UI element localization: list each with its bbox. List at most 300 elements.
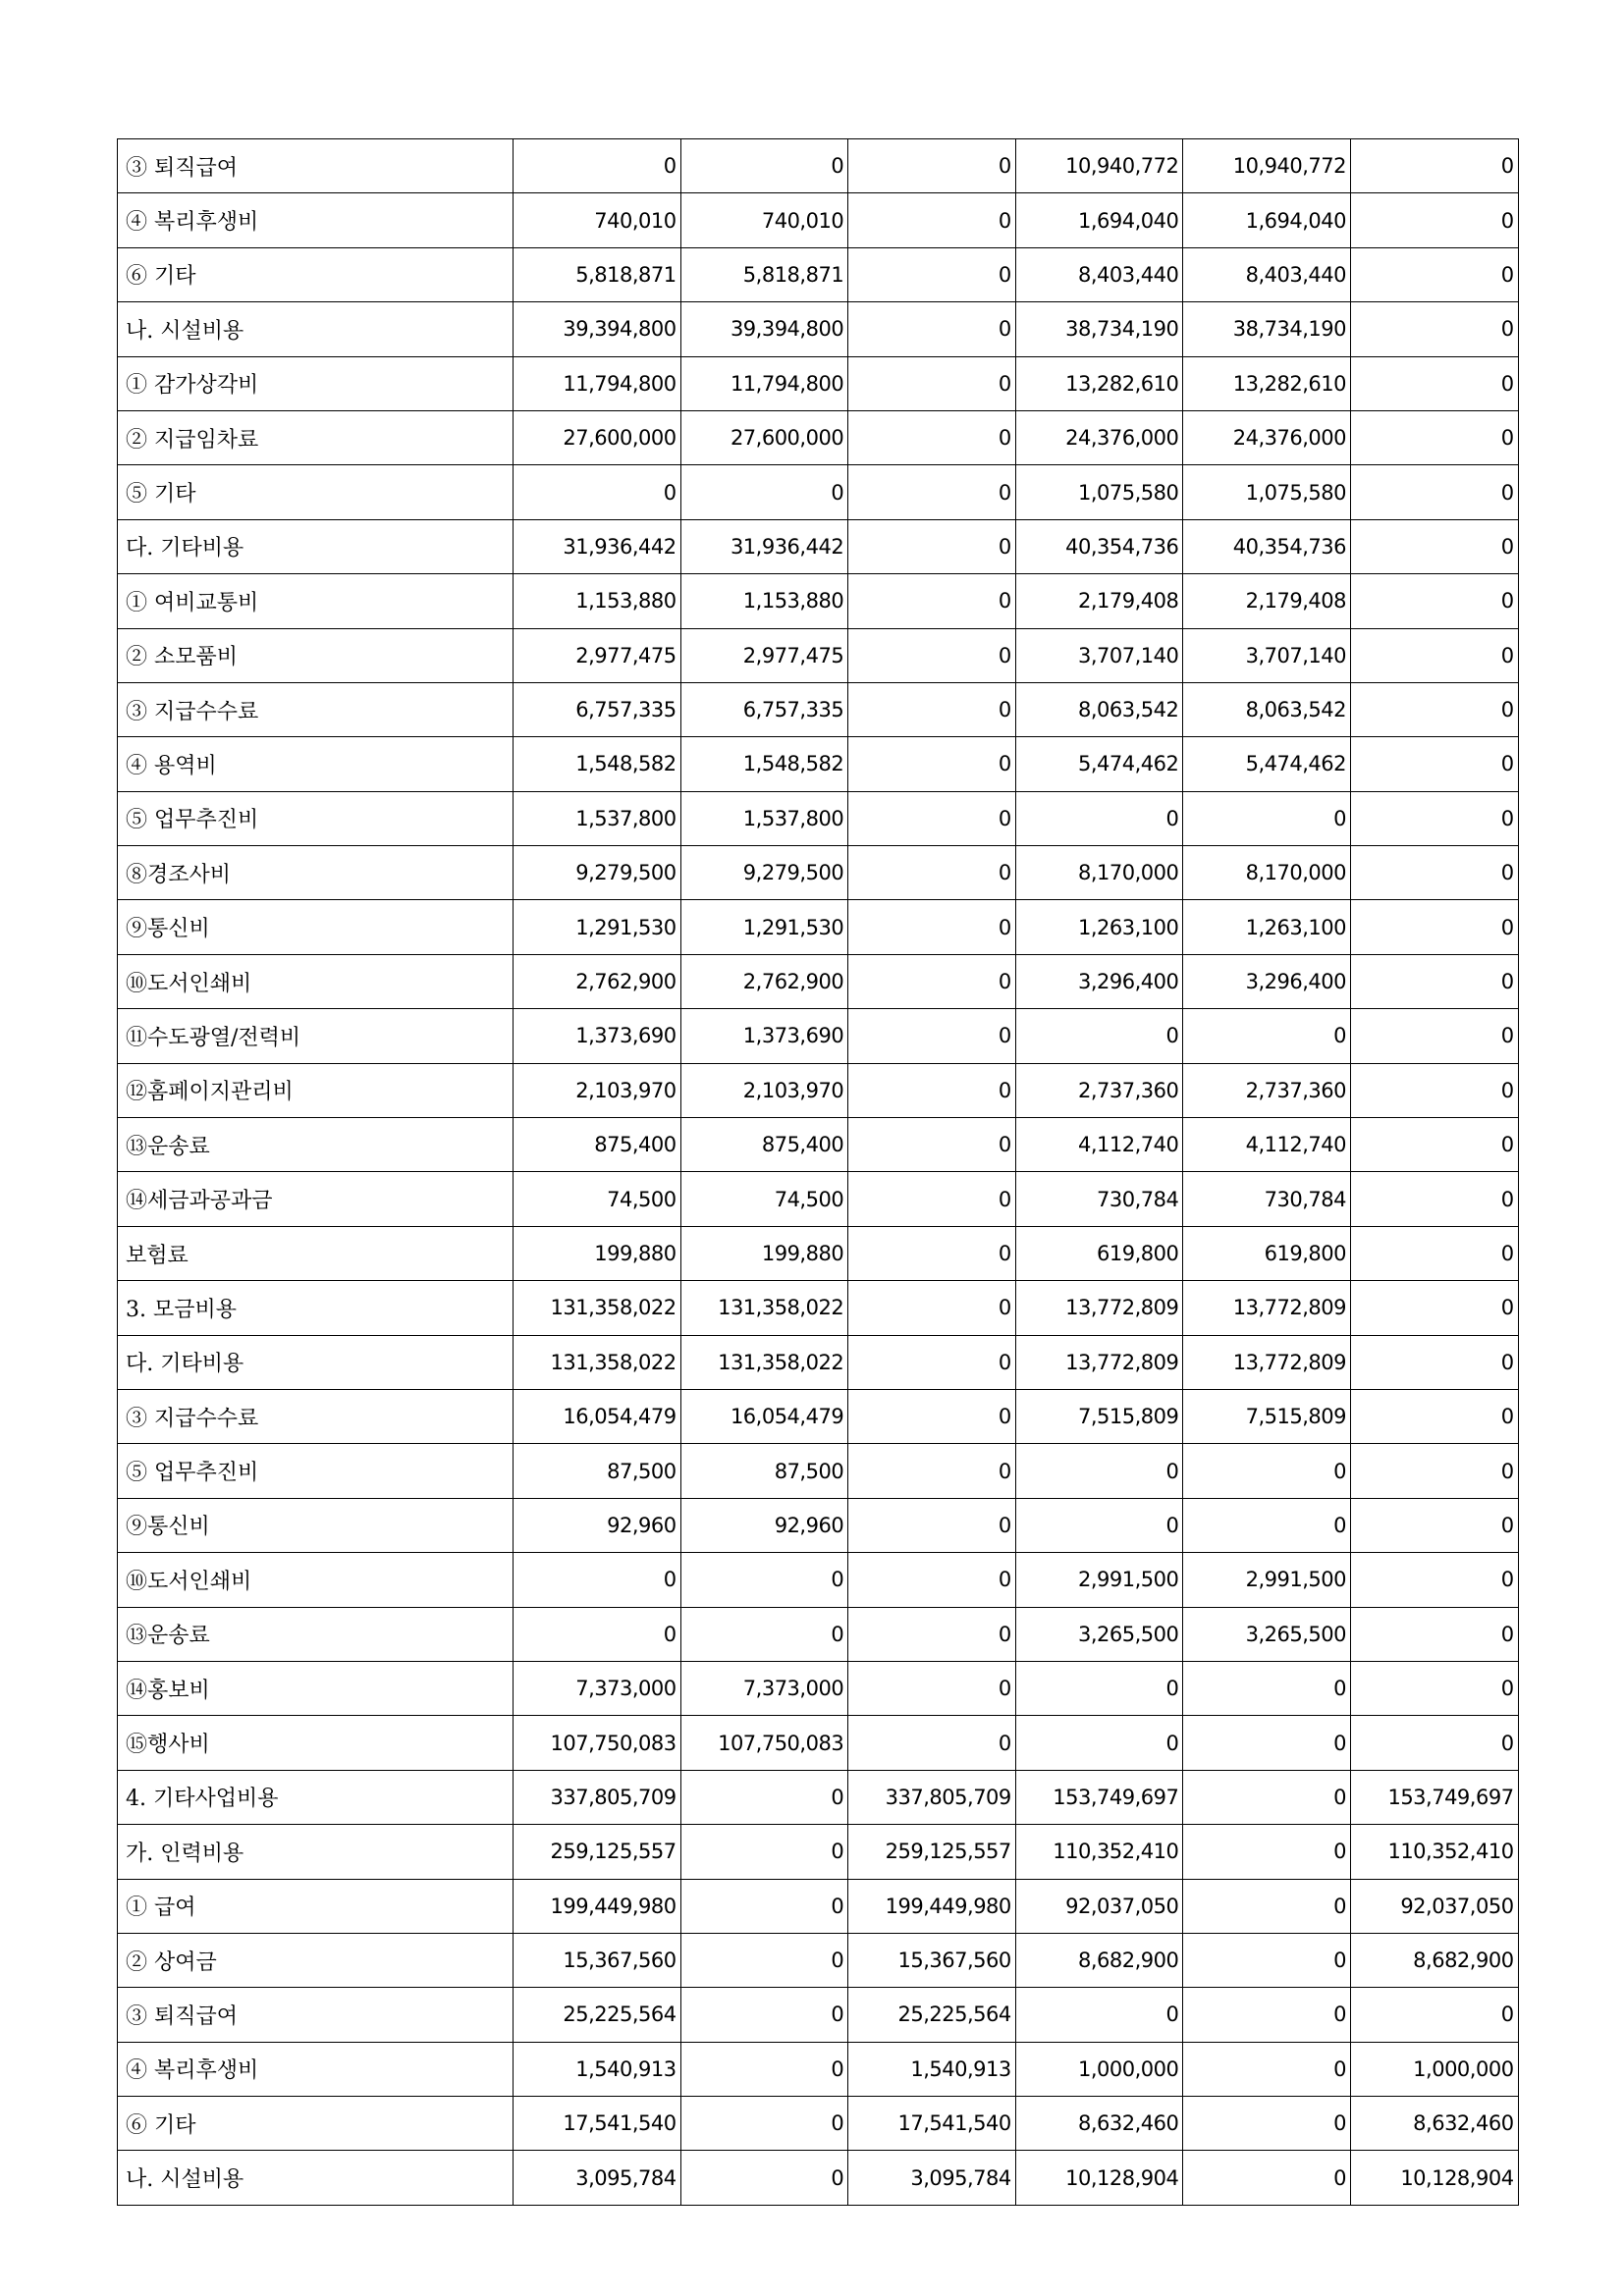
amount-cell: 730,784: [1015, 1172, 1183, 1226]
amount-cell: 0: [1350, 574, 1518, 628]
amount-cell: 131,358,022: [680, 1335, 848, 1389]
amount-cell: 39,394,800: [514, 302, 681, 356]
table-row: [118, 574, 1519, 628]
amount-cell: 92,960: [514, 1498, 681, 1552]
amount-cell: 7,515,809: [1183, 1389, 1351, 1443]
amount-cell: 74,500: [514, 1172, 681, 1226]
amount-cell: 0: [1183, 1988, 1351, 2042]
row-label: ⑧경조사비: [118, 846, 514, 900]
table-row: [118, 193, 1519, 247]
amount-cell: 7,515,809: [1015, 1389, 1183, 1443]
amount-cell: 153,749,697: [1350, 1770, 1518, 1824]
table-row: [118, 1444, 1519, 1498]
amount-cell: 0: [1350, 737, 1518, 791]
amount-cell: 3,707,140: [1183, 628, 1351, 682]
row-label: 3. 모금비용: [118, 1281, 514, 1335]
amount-cell: 15,367,560: [514, 1933, 681, 1987]
table-row: [118, 1118, 1519, 1172]
amount-cell: 0: [514, 465, 681, 519]
row-label: ③ 지급수수료: [118, 682, 514, 736]
amount-cell: 38,734,190: [1015, 302, 1183, 356]
amount-cell: 0: [848, 1498, 1016, 1552]
amount-cell: 0: [680, 1988, 848, 2042]
amount-cell: 199,449,980: [514, 1879, 681, 1933]
amount-cell: 619,800: [1183, 1226, 1351, 1280]
amount-cell: 11,794,800: [514, 356, 681, 410]
table-row: [118, 302, 1519, 356]
table-row: [118, 2151, 1519, 2205]
amount-cell: 0: [1350, 1553, 1518, 1607]
amount-cell: 13,282,610: [1183, 356, 1351, 410]
amount-cell: 0: [1183, 1498, 1351, 1552]
amount-cell: 0: [848, 410, 1016, 464]
amount-cell: 0: [1183, 2042, 1351, 2096]
amount-cell: 2,762,900: [680, 954, 848, 1008]
amount-cell: 0: [1350, 1063, 1518, 1117]
amount-cell: 2,737,360: [1183, 1063, 1351, 1117]
expense-table-body: [118, 139, 1519, 2206]
amount-cell: 337,805,709: [514, 1770, 681, 1824]
amount-cell: 0: [1183, 1933, 1351, 1987]
amount-cell: 13,772,809: [1183, 1335, 1351, 1389]
amount-cell: 0: [1350, 356, 1518, 410]
amount-cell: 2,977,475: [514, 628, 681, 682]
row-label: ④ 용역비: [118, 737, 514, 791]
amount-cell: 110,352,410: [1350, 1825, 1518, 1879]
amount-cell: 0: [1350, 1118, 1518, 1172]
amount-cell: 1,537,800: [680, 791, 848, 845]
amount-cell: 199,880: [680, 1226, 848, 1280]
amount-cell: 5,474,462: [1015, 737, 1183, 791]
amount-cell: 1,291,530: [514, 900, 681, 954]
amount-cell: 0: [1350, 791, 1518, 845]
table-row: [118, 247, 1519, 301]
amount-cell: 0: [1350, 846, 1518, 900]
amount-cell: 24,376,000: [1183, 410, 1351, 464]
row-label: ⑪수도광열/전력비: [118, 1009, 514, 1063]
table-row: [118, 2097, 1519, 2151]
amount-cell: 0: [1350, 1226, 1518, 1280]
amount-cell: 0: [1350, 628, 1518, 682]
amount-cell: 0: [1350, 1335, 1518, 1389]
amount-cell: 0: [514, 1607, 681, 1661]
amount-cell: 1,540,913: [514, 2042, 681, 2096]
amount-cell: 16,054,479: [514, 1389, 681, 1443]
amount-cell: 4,112,740: [1183, 1118, 1351, 1172]
table-row: [118, 1063, 1519, 1117]
amount-cell: 13,772,809: [1183, 1281, 1351, 1335]
amount-cell: 8,682,900: [1350, 1933, 1518, 1987]
amount-cell: 0: [1350, 465, 1518, 519]
amount-cell: 337,805,709: [848, 1770, 1016, 1824]
amount-cell: 2,179,408: [1015, 574, 1183, 628]
table-row: [118, 1770, 1519, 1824]
amount-cell: 0: [848, 1118, 1016, 1172]
amount-cell: 2,977,475: [680, 628, 848, 682]
row-label: ② 지급임차료: [118, 410, 514, 464]
table-row: [118, 465, 1519, 519]
table-row: [118, 1172, 1519, 1226]
table-row: [118, 1009, 1519, 1063]
amount-cell: 0: [848, 900, 1016, 954]
row-label: ⑤ 업무추진비: [118, 791, 514, 845]
amount-cell: 6,757,335: [514, 682, 681, 736]
amount-cell: 131,358,022: [514, 1335, 681, 1389]
amount-cell: 4,112,740: [1015, 1118, 1183, 1172]
amount-cell: 15,367,560: [848, 1933, 1016, 1987]
amount-cell: 31,936,442: [514, 519, 681, 573]
amount-cell: 7,373,000: [680, 1661, 848, 1715]
amount-cell: 8,170,000: [1015, 846, 1183, 900]
row-label: ⑨통신비: [118, 1498, 514, 1552]
table-row: [118, 954, 1519, 1008]
amount-cell: 0: [1350, 1988, 1518, 2042]
amount-cell: 0: [848, 356, 1016, 410]
amount-cell: 0: [1350, 1444, 1518, 1498]
table-row: [118, 1607, 1519, 1661]
amount-cell: 0: [1350, 1716, 1518, 1770]
amount-cell: 199,880: [514, 1226, 681, 1280]
expense-table: [117, 138, 1519, 2206]
amount-cell: 0: [848, 193, 1016, 247]
amount-cell: 153,749,697: [1015, 1770, 1183, 1824]
amount-cell: 0: [680, 139, 848, 193]
amount-cell: 92,960: [680, 1498, 848, 1552]
table-row: [118, 1825, 1519, 1879]
amount-cell: 730,784: [1183, 1172, 1351, 1226]
table-row: [118, 1226, 1519, 1280]
amount-cell: 0: [1350, 1661, 1518, 1715]
amount-cell: 0: [1183, 2151, 1351, 2205]
table-row: [118, 1498, 1519, 1552]
amount-cell: 2,103,970: [514, 1063, 681, 1117]
amount-cell: 1,548,582: [514, 737, 681, 791]
amount-cell: 0: [848, 1335, 1016, 1389]
amount-cell: 8,403,440: [1183, 247, 1351, 301]
amount-cell: 0: [1183, 2097, 1351, 2151]
amount-cell: 17,541,540: [514, 2097, 681, 2151]
amount-cell: 0: [848, 1553, 1016, 1607]
amount-cell: 0: [1350, 193, 1518, 247]
amount-cell: 0: [680, 1553, 848, 1607]
amount-cell: 0: [680, 2042, 848, 2096]
amount-cell: 1,694,040: [1183, 193, 1351, 247]
amount-cell: 0: [1350, 1009, 1518, 1063]
amount-cell: 0: [1015, 1498, 1183, 1552]
amount-cell: 9,279,500: [680, 846, 848, 900]
amount-cell: 0: [848, 628, 1016, 682]
row-label: 나. 시설비용: [118, 302, 514, 356]
row-label: ⑭세금과공과금: [118, 1172, 514, 1226]
amount-cell: 8,632,460: [1015, 2097, 1183, 2151]
amount-cell: 1,291,530: [680, 900, 848, 954]
table-row: [118, 1389, 1519, 1443]
amount-cell: 0: [1183, 1716, 1351, 1770]
amount-cell: 740,010: [514, 193, 681, 247]
row-label: ⑥ 기타: [118, 2097, 514, 2151]
table-row: [118, 900, 1519, 954]
amount-cell: 38,734,190: [1183, 302, 1351, 356]
amount-cell: 1,540,913: [848, 2042, 1016, 2096]
amount-cell: 27,600,000: [680, 410, 848, 464]
amount-cell: 0: [848, 1281, 1016, 1335]
amount-cell: 1,548,582: [680, 737, 848, 791]
amount-cell: 1,153,880: [680, 574, 848, 628]
amount-cell: 5,818,871: [514, 247, 681, 301]
amount-cell: 2,737,360: [1015, 1063, 1183, 1117]
amount-cell: 0: [848, 1607, 1016, 1661]
amount-cell: 1,075,580: [1183, 465, 1351, 519]
amount-cell: 0: [1350, 139, 1518, 193]
amount-cell: 0: [848, 465, 1016, 519]
row-label: 다. 기타비용: [118, 1335, 514, 1389]
amount-cell: 619,800: [1015, 1226, 1183, 1280]
table-row: [118, 410, 1519, 464]
amount-cell: 10,128,904: [1015, 2151, 1183, 2205]
row-label: ⑩도서인쇄비: [118, 954, 514, 1008]
amount-cell: 31,936,442: [680, 519, 848, 573]
amount-cell: 0: [848, 247, 1016, 301]
amount-cell: 0: [1183, 1444, 1351, 1498]
row-label: ② 소모품비: [118, 628, 514, 682]
amount-cell: 1,263,100: [1183, 900, 1351, 954]
amount-cell: 0: [1350, 954, 1518, 1008]
amount-cell: 3,296,400: [1183, 954, 1351, 1008]
amount-cell: 0: [1350, 302, 1518, 356]
amount-cell: 0: [848, 682, 1016, 736]
amount-cell: 110,352,410: [1015, 1825, 1183, 1879]
amount-cell: 0: [680, 2151, 848, 2205]
amount-cell: 0: [848, 574, 1016, 628]
amount-cell: 1,694,040: [1015, 193, 1183, 247]
amount-cell: 0: [680, 1770, 848, 1824]
amount-cell: 0: [1350, 519, 1518, 573]
row-label: ⑬운송료: [118, 1607, 514, 1661]
amount-cell: 740,010: [680, 193, 848, 247]
table-row: [118, 519, 1519, 573]
amount-cell: 107,750,083: [514, 1716, 681, 1770]
amount-cell: 25,225,564: [514, 1988, 681, 2042]
amount-cell: 0: [1183, 1825, 1351, 1879]
amount-cell: 259,125,557: [848, 1825, 1016, 1879]
row-label: ③ 퇴직급여: [118, 1988, 514, 2042]
amount-cell: 0: [1015, 1009, 1183, 1063]
row-label: 가. 인력비용: [118, 1825, 514, 1879]
amount-cell: 0: [1350, 247, 1518, 301]
amount-cell: 0: [848, 1389, 1016, 1443]
amount-cell: 87,500: [680, 1444, 848, 1498]
amount-cell: 0: [848, 1009, 1016, 1063]
amount-cell: 8,063,542: [1183, 682, 1351, 736]
amount-cell: 0: [1015, 1661, 1183, 1715]
amount-cell: 0: [848, 846, 1016, 900]
amount-cell: 1,075,580: [1015, 465, 1183, 519]
row-label: ① 감가상각비: [118, 356, 514, 410]
amount-cell: 0: [848, 1063, 1016, 1117]
amount-cell: 0: [848, 302, 1016, 356]
row-label: ② 상여금: [118, 1933, 514, 1987]
amount-cell: 259,125,557: [514, 1825, 681, 1879]
amount-cell: 8,403,440: [1015, 247, 1183, 301]
amount-cell: 8,682,900: [1015, 1933, 1183, 1987]
amount-cell: 13,772,809: [1015, 1281, 1183, 1335]
amount-cell: 0: [1015, 791, 1183, 845]
amount-cell: 875,400: [680, 1118, 848, 1172]
table-row: [118, 1335, 1519, 1389]
amount-cell: 0: [680, 1607, 848, 1661]
amount-cell: 0: [1015, 1716, 1183, 1770]
amount-cell: 39,394,800: [680, 302, 848, 356]
table-row: [118, 1661, 1519, 1715]
amount-cell: 0: [1350, 1607, 1518, 1661]
amount-cell: 0: [1350, 682, 1518, 736]
amount-cell: 0: [848, 791, 1016, 845]
row-label: ③ 퇴직급여: [118, 139, 514, 193]
amount-cell: 5,818,871: [680, 247, 848, 301]
amount-cell: 9,279,500: [514, 846, 681, 900]
amount-cell: 1,373,690: [514, 1009, 681, 1063]
amount-cell: 0: [1350, 410, 1518, 464]
amount-cell: 0: [1015, 1988, 1183, 2042]
row-label: 보험료: [118, 1226, 514, 1280]
amount-cell: 8,063,542: [1015, 682, 1183, 736]
row-label: ⑤ 기타: [118, 465, 514, 519]
amount-cell: 1,373,690: [680, 1009, 848, 1063]
amount-cell: 0: [848, 1444, 1016, 1498]
amount-cell: 2,103,970: [680, 1063, 848, 1117]
amount-cell: 1,537,800: [514, 791, 681, 845]
amount-cell: 0: [848, 1716, 1016, 1770]
amount-cell: 0: [514, 1553, 681, 1607]
amount-cell: 17,541,540: [848, 2097, 1016, 2151]
row-label: 4. 기타사업비용: [118, 1770, 514, 1824]
amount-cell: 74,500: [680, 1172, 848, 1226]
row-label: ① 여비교통비: [118, 574, 514, 628]
amount-cell: 199,449,980: [848, 1879, 1016, 1933]
amount-cell: 0: [1183, 1879, 1351, 1933]
table-row: [118, 682, 1519, 736]
table-row: [118, 1988, 1519, 2042]
amount-cell: 40,354,736: [1015, 519, 1183, 573]
table-row: [118, 1553, 1519, 1607]
amount-cell: 92,037,050: [1350, 1879, 1518, 1933]
amount-cell: 0: [1183, 1661, 1351, 1715]
row-label: ⑮행사비: [118, 1716, 514, 1770]
amount-cell: 8,632,460: [1350, 2097, 1518, 2151]
amount-cell: 131,358,022: [680, 1281, 848, 1335]
amount-cell: 0: [1183, 1009, 1351, 1063]
amount-cell: 0: [848, 737, 1016, 791]
row-label: ⑥ 기타: [118, 247, 514, 301]
amount-cell: 6,757,335: [680, 682, 848, 736]
amount-cell: 0: [1350, 1389, 1518, 1443]
amount-cell: 131,358,022: [514, 1281, 681, 1335]
amount-cell: 24,376,000: [1015, 410, 1183, 464]
table-row: [118, 356, 1519, 410]
amount-cell: 0: [848, 1226, 1016, 1280]
row-label: ① 급여: [118, 1879, 514, 1933]
amount-cell: 1,263,100: [1015, 900, 1183, 954]
table-row: [118, 1879, 1519, 1933]
amount-cell: 11,794,800: [680, 356, 848, 410]
amount-cell: 0: [1350, 1498, 1518, 1552]
amount-cell: 3,707,140: [1015, 628, 1183, 682]
amount-cell: 5,474,462: [1183, 737, 1351, 791]
row-label: ⑨통신비: [118, 900, 514, 954]
row-label: ④ 복리후생비: [118, 2042, 514, 2096]
row-label: ⑭홍보비: [118, 1661, 514, 1715]
amount-cell: 1,000,000: [1350, 2042, 1518, 2096]
table-row: [118, 1716, 1519, 1770]
table-row: [118, 791, 1519, 845]
table-row: [118, 1281, 1519, 1335]
amount-cell: 13,772,809: [1015, 1335, 1183, 1389]
amount-cell: 0: [848, 1661, 1016, 1715]
amount-cell: 3,095,784: [514, 2151, 681, 2205]
amount-cell: 1,153,880: [514, 574, 681, 628]
amount-cell: 107,750,083: [680, 1716, 848, 1770]
amount-cell: 0: [680, 1933, 848, 1987]
amount-cell: 0: [1350, 1281, 1518, 1335]
amount-cell: 8,170,000: [1183, 846, 1351, 900]
amount-cell: 10,940,772: [1183, 139, 1351, 193]
amount-cell: 2,762,900: [514, 954, 681, 1008]
amount-cell: 0: [680, 1879, 848, 1933]
row-label: ⑫홈페이지관리비: [118, 1063, 514, 1117]
amount-cell: 0: [848, 954, 1016, 1008]
amount-cell: 0: [848, 1172, 1016, 1226]
amount-cell: 0: [680, 465, 848, 519]
amount-cell: 3,095,784: [848, 2151, 1016, 2205]
amount-cell: 0: [1350, 1172, 1518, 1226]
amount-cell: 0: [1183, 791, 1351, 845]
amount-cell: 2,179,408: [1183, 574, 1351, 628]
amount-cell: 0: [848, 519, 1016, 573]
amount-cell: 2,991,500: [1015, 1553, 1183, 1607]
amount-cell: 0: [1350, 900, 1518, 954]
row-label: ③ 지급수수료: [118, 1389, 514, 1443]
amount-cell: 0: [680, 2097, 848, 2151]
table-row: [118, 846, 1519, 900]
amount-cell: 0: [1183, 1770, 1351, 1824]
amount-cell: 3,265,500: [1183, 1607, 1351, 1661]
amount-cell: 25,225,564: [848, 1988, 1016, 2042]
row-label: ⑬운송료: [118, 1118, 514, 1172]
row-label: 나. 시설비용: [118, 2151, 514, 2205]
amount-cell: 13,282,610: [1015, 356, 1183, 410]
row-label: ⑩도서인쇄비: [118, 1553, 514, 1607]
amount-cell: 10,940,772: [1015, 139, 1183, 193]
table-row: [118, 628, 1519, 682]
amount-cell: 7,373,000: [514, 1661, 681, 1715]
table-row: [118, 2042, 1519, 2096]
amount-cell: 0: [848, 139, 1016, 193]
amount-cell: 10,128,904: [1350, 2151, 1518, 2205]
amount-cell: 92,037,050: [1015, 1879, 1183, 1933]
row-label: ④ 복리후생비: [118, 193, 514, 247]
amount-cell: 3,296,400: [1015, 954, 1183, 1008]
amount-cell: 40,354,736: [1183, 519, 1351, 573]
amount-cell: 27,600,000: [514, 410, 681, 464]
amount-cell: 2,991,500: [1183, 1553, 1351, 1607]
amount-cell: 0: [1015, 1444, 1183, 1498]
table-row: [118, 139, 1519, 193]
amount-cell: 1,000,000: [1015, 2042, 1183, 2096]
amount-cell: 0: [514, 139, 681, 193]
table-row: [118, 1933, 1519, 1987]
amount-cell: 3,265,500: [1015, 1607, 1183, 1661]
row-label: ⑤ 업무추진비: [118, 1444, 514, 1498]
